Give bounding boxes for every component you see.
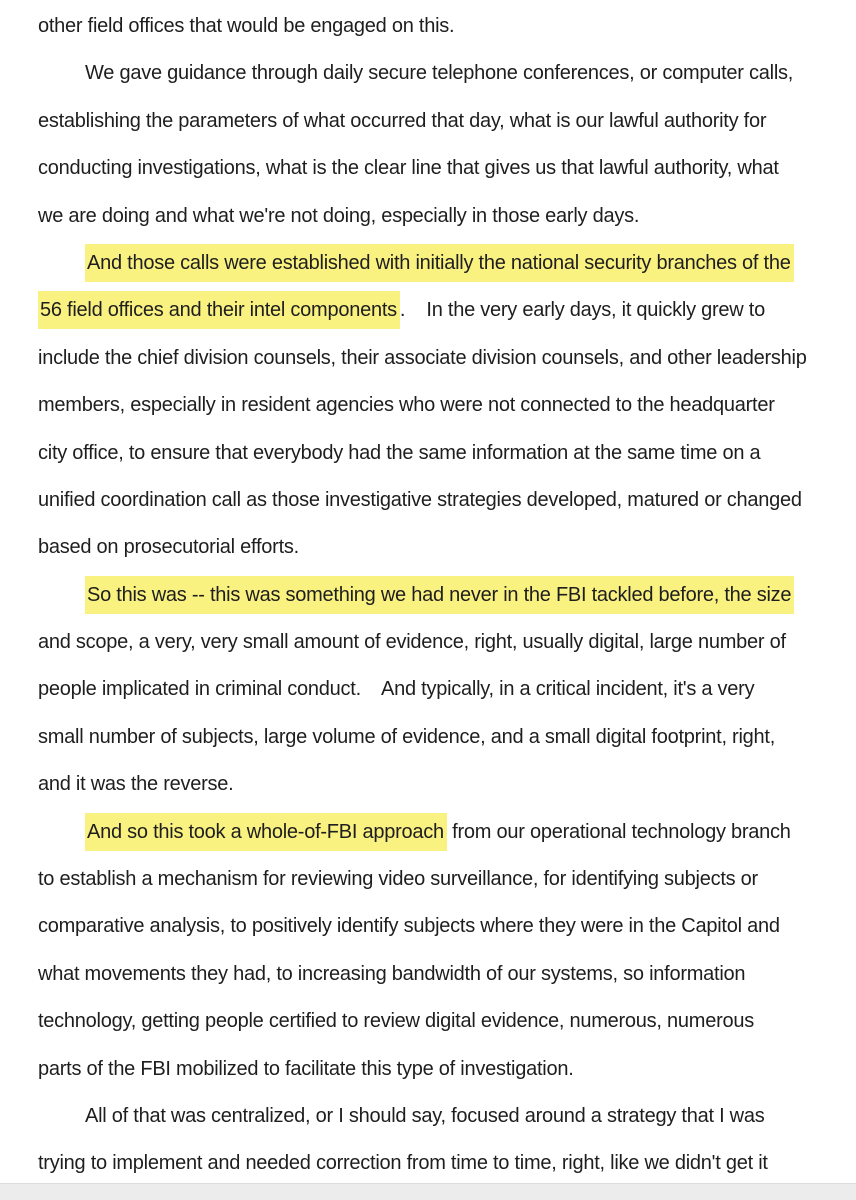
- text-segment: what movements they had, to increasing bandwidth of our systems, so information: [38, 962, 746, 985]
- text-segment: other field offices that would be engaged on this.: [38, 15, 455, 37]
- transcript-line: [38, 240, 838, 287]
- transcript-line: [38, 1093, 838, 1140]
- text-segment: establishing the parameters of what occurred that day, what is our lawful authority for: [38, 109, 767, 132]
- transcript-line: [38, 951, 838, 998]
- text-segment: to establish a mechanism for reviewing video surveillance, for identifying subjects or: [38, 868, 758, 891]
- text-segment: technology, getting people certified to review digital evidence, numerous, numerous: [38, 1010, 754, 1033]
- transcript-line: [38, 524, 838, 571]
- highlighted-text: And those calls were established with initially the national security branches of the: [85, 244, 794, 282]
- text-segment: from our operational technology branch: [446, 820, 791, 843]
- transcript-line: [38, 1140, 838, 1187]
- text-segment: small number of subjects, large volume of evidence, and a small digital footprint, right,: [38, 725, 776, 748]
- text-segment: All of that was centralized, or I should say, focused around a strategy that I was: [85, 1104, 765, 1127]
- transcript-line: [38, 856, 838, 903]
- transcript-line: [38, 98, 838, 145]
- transcript-line: [38, 998, 838, 1045]
- text-segment: parts of the FBI mobilized to facilitate this type of investigation.: [38, 1057, 574, 1080]
- highlighted-text: So this was -- this was something we had never in the FBI tackled before, the size: [85, 576, 794, 614]
- transcript-line: [38, 193, 838, 240]
- transcript-line: [38, 287, 838, 334]
- text-segment: we are doing and what we're not doing, especially in those early days.: [38, 204, 640, 227]
- transcript-text-block: [38, 3, 838, 1188]
- text-segment: people implicated in criminal conduct. And typically, in a critical incident, it's a very: [38, 678, 755, 701]
- text-segment: city office, to ensure that everybody had the same information at the same time on a: [38, 441, 761, 464]
- text-segment: unified coordination call as those investigative strategies developed, matured or changed: [38, 488, 802, 511]
- text-segment: include the chief division counsels, their associate division counsels, and other leadership: [38, 346, 807, 369]
- transcript-line: [38, 761, 838, 808]
- transcript-line: [38, 335, 838, 382]
- text-segment: trying to implement and needed correction from time to time, right, like we didn't get it: [38, 1152, 768, 1175]
- transcript-line: [38, 903, 838, 950]
- text-segment: and scope, a very, very small amount of evidence, right, usually digital, large number of: [38, 631, 786, 654]
- highlighted-text: And so this took a whole-of-FBI approach: [85, 813, 447, 851]
- transcript-line: [38, 50, 838, 97]
- text-segment: comparative analysis, to positively identify subjects where they were in the Capitol and: [38, 915, 780, 938]
- text-segment: based on prosecutorial efforts.: [38, 536, 299, 559]
- transcript-line: [38, 382, 838, 429]
- transcript-line: [38, 572, 838, 619]
- highlighted-text: 56 field offices and their intel components: [38, 291, 400, 329]
- text-segment: conducting investigations, what is the clear line that gives us that lawful authority, what: [38, 157, 779, 180]
- text-segment: members, especially in resident agencies who were not connected to the headquarter: [38, 394, 775, 417]
- transcript-line: [38, 145, 838, 192]
- transcript-line: [38, 619, 838, 666]
- transcript-line: [38, 477, 838, 524]
- transcript-line: [38, 1046, 838, 1093]
- transcript-line: [38, 666, 838, 713]
- transcript-line: [38, 3, 838, 50]
- transcript-line: [38, 809, 838, 856]
- text-segment: and it was the reverse.: [38, 773, 234, 796]
- transcript-line: [38, 714, 838, 761]
- text-segment: We gave guidance through daily secure telephone conferences, or computer calls,: [85, 62, 794, 85]
- text-segment: . In the very early days, it quickly grew to: [399, 299, 765, 322]
- page-bottom-edge: [0, 1183, 856, 1200]
- transcript-line: [38, 430, 838, 477]
